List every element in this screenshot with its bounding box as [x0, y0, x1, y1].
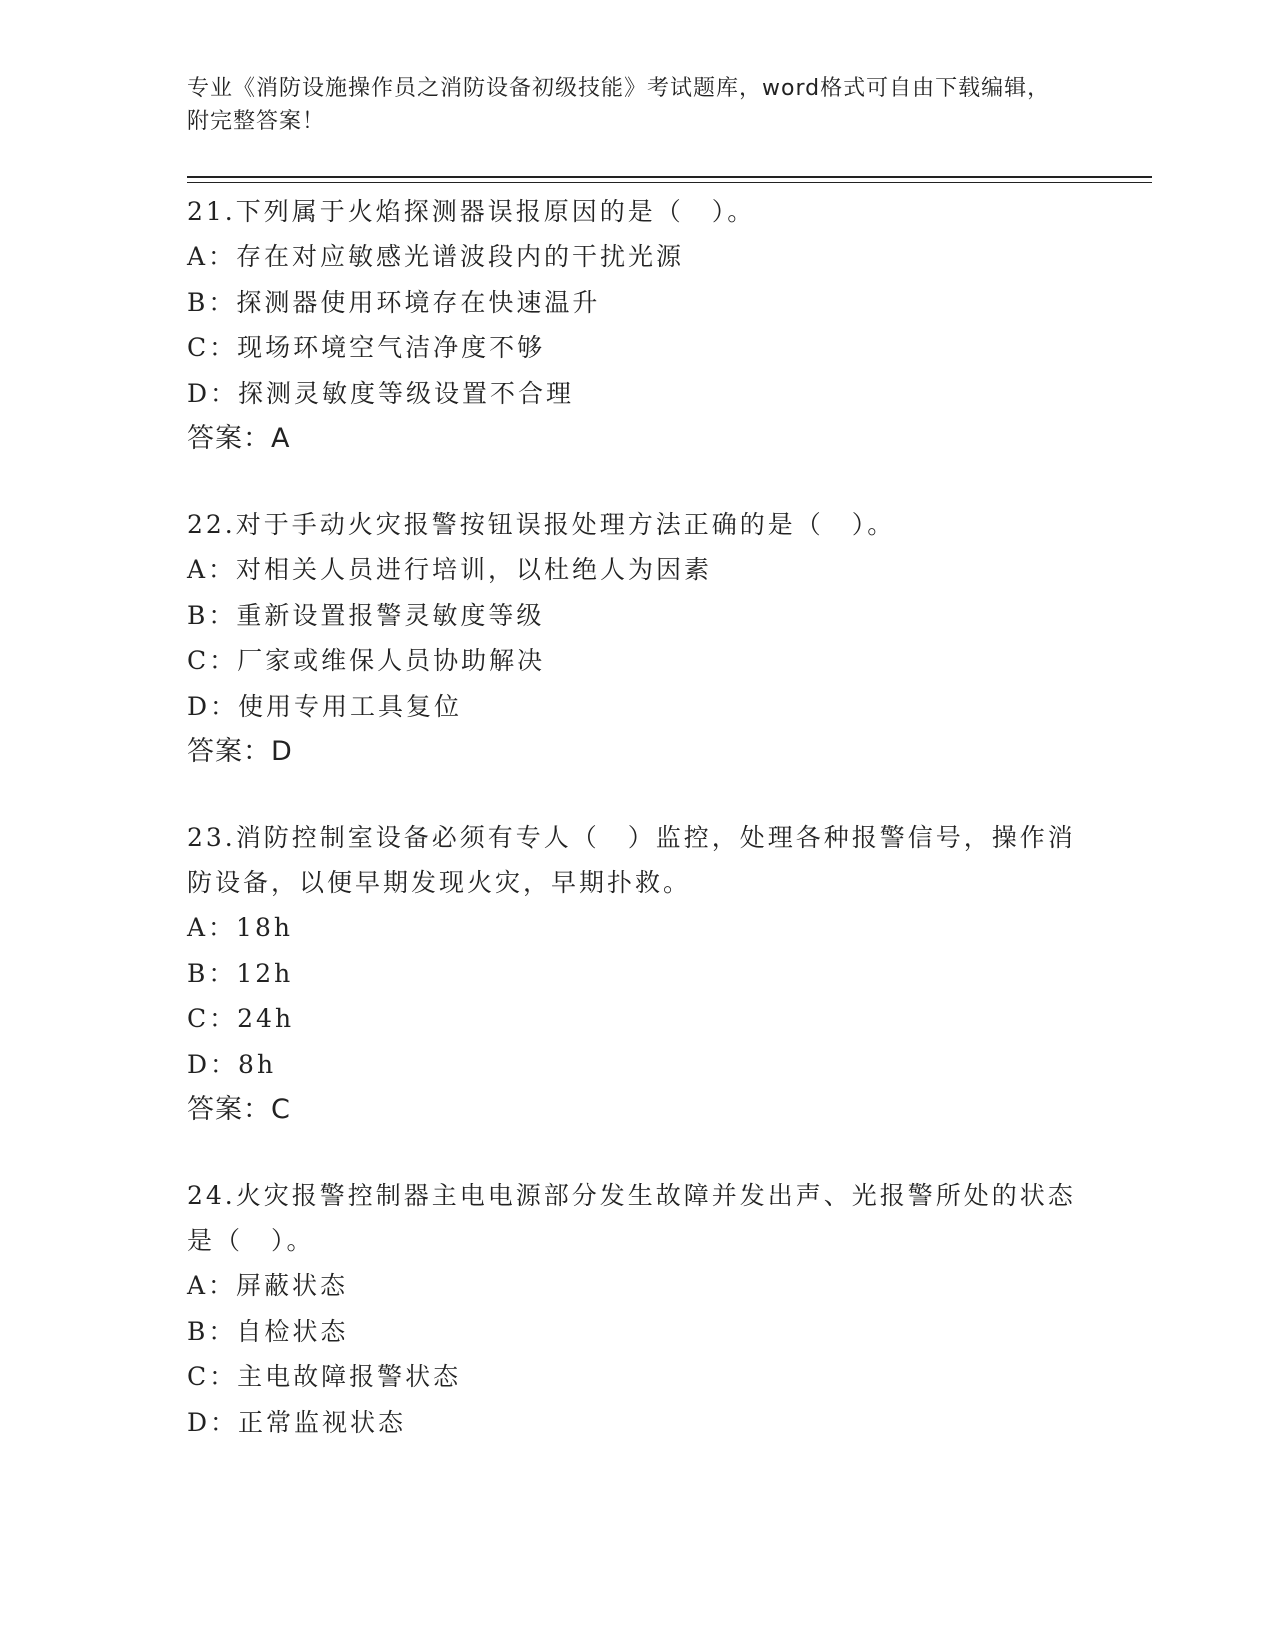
- option-d: D：探测灵敏度等级设置不合理: [187, 378, 575, 408]
- answer: 答案：A: [187, 423, 291, 454]
- header-divider-thin: [187, 182, 1152, 183]
- option-a: A：对相关人员进行培训，以杜绝人为因素: [187, 555, 713, 584]
- option-c: C：厂家或维保人员协助解决: [187, 646, 546, 675]
- option-a: A：存在对应敏感光谱波段内的干扰光源: [187, 242, 685, 271]
- option-c: C：现场环境空气洁净度不够: [187, 333, 546, 362]
- option-b: B：自检状态: [187, 1316, 349, 1346]
- question-stem: 24.火灾报警控制器主电电源部分发生故障并发出声、光报警所处的状态是（ ）。: [187, 1181, 1076, 1255]
- option-d: D：使用专用工具复位: [187, 691, 463, 721]
- option-d: D：8h: [187, 1049, 277, 1079]
- question-24: [187, 1173, 1077, 1445]
- option-a: A：屏蔽状态: [187, 1271, 349, 1300]
- option-a: A：18h: [187, 913, 293, 942]
- option-b: B：探测器使用环境存在快速温升: [187, 287, 601, 317]
- question-stem: 21.下列属于火焰探测器误报原因的是（ ）。: [187, 197, 756, 226]
- option-b: B：重新设置报警灵敏度等级: [187, 600, 545, 630]
- option-d: D：正常监视状态: [187, 1407, 407, 1437]
- question-list: [187, 189, 1077, 1486]
- question-stem: 23.消防控制室设备必须有专人（ ）监控，处理各种报警信号，操作消防设备，以便早期发现火灾，早期扑救。: [187, 823, 1076, 897]
- question-23: [187, 815, 1077, 1132]
- question-stem: 22.对于手动火灾报警按钮误报处理方法正确的是（ ）。: [187, 510, 896, 539]
- answer: 答案：C: [187, 1094, 291, 1125]
- option-c: C：主电故障报警状态: [187, 1362, 462, 1391]
- option-c: C：24h: [187, 1004, 295, 1033]
- question-21: [187, 189, 1077, 461]
- document-header: 专业《消防设施操作员之消防设备初级技能》考试题库，word格式可自由下载编辑，附完整答案！: [187, 76, 1051, 134]
- header-divider-thick: [187, 176, 1152, 178]
- answer: 答案：D: [187, 736, 293, 767]
- option-b: B：12h: [187, 958, 294, 988]
- question-22: [187, 502, 1077, 774]
